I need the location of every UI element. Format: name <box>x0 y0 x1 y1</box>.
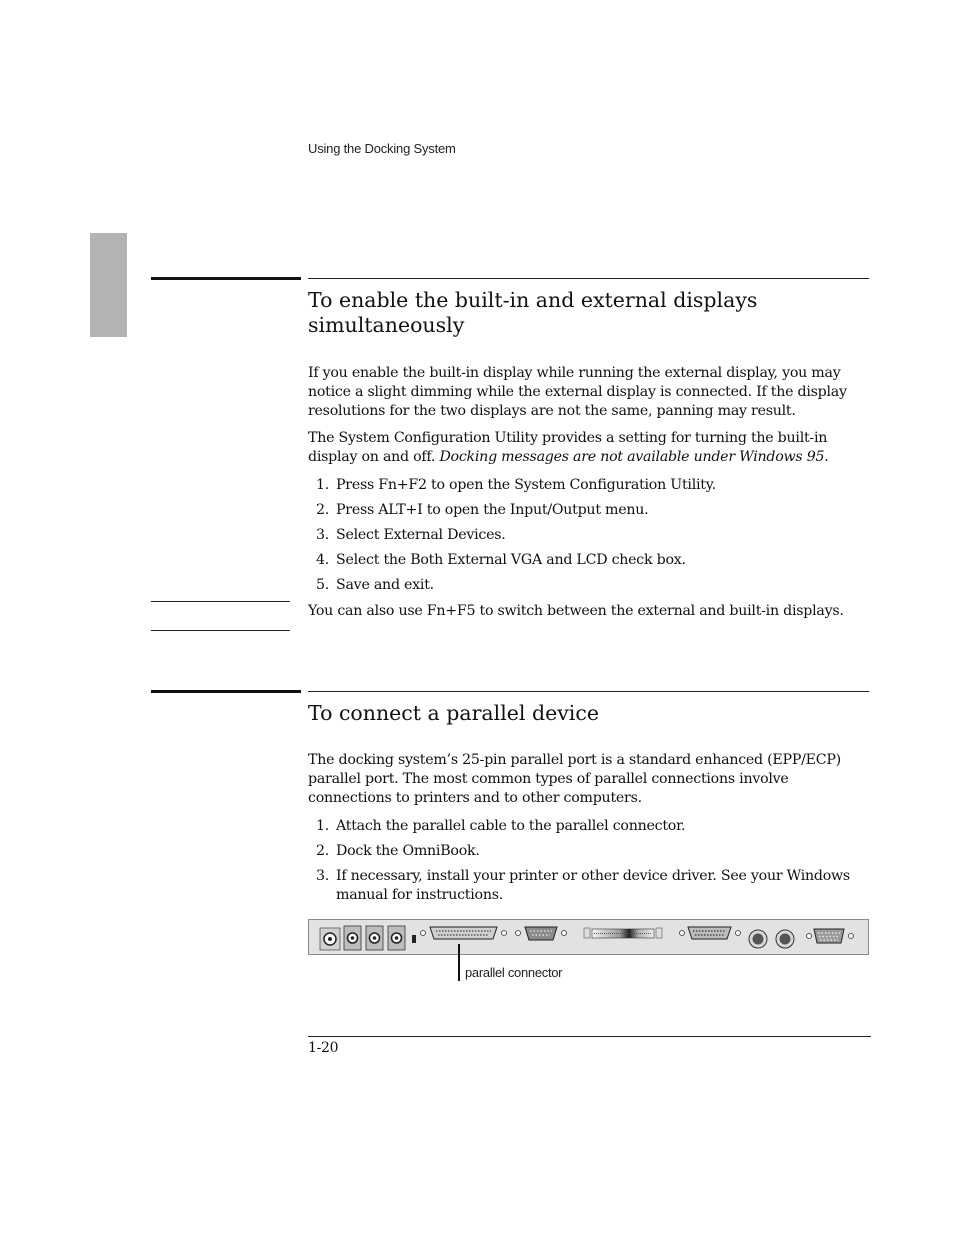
section-rule-left <box>151 690 301 693</box>
list-item: 3. Select External Devices. <box>316 526 506 543</box>
windows95-note: Docking messages are not available under Windows 95 <box>439 448 825 465</box>
external-port-icon <box>680 927 741 939</box>
list-item: 5. Save and exit. <box>316 576 434 593</box>
list-item: 1. Press Fn+F2 to open the System Configuration Utility. <box>316 477 716 493</box>
note-rule-top <box>151 601 290 602</box>
chapter-tab-marker <box>90 233 127 337</box>
callout-leader-line <box>458 944 460 981</box>
docking-rear-panel-illustration <box>308 919 869 955</box>
list-item: 1. Attach the parallel cable to the parallel connector. <box>316 818 686 834</box>
list-item: 3. If necessary, install your printer or other device driver. See your Windows manual for instructions. <box>316 867 850 903</box>
section-rule-left <box>151 277 301 280</box>
title-line-2: simultaneously <box>308 313 465 337</box>
note-rule-bottom <box>151 630 290 631</box>
list-item: 4. Select the Both External VGA and LCD check box. <box>316 551 686 568</box>
parallel-port-icon <box>421 927 507 939</box>
ps2-ports-icon <box>749 930 794 948</box>
power-jack-icon <box>320 928 340 950</box>
displays-note: You can also use Fn+F5 to switch between the external and built-in displays. <box>308 603 844 619</box>
list-item: 2. Dock the OmniBook. <box>316 842 480 859</box>
title-line-1: To enable the built-in and external displays <box>308 288 758 312</box>
audio-jacks-icon <box>344 926 405 950</box>
section-title-displays <box>308 288 868 338</box>
running-head: Using the Docking System <box>308 141 456 156</box>
page-number: 1-20 <box>308 1040 339 1056</box>
rear-panel-drawing <box>309 920 868 954</box>
utility-text: The System Configuration Utility provides a setting for turning the built-in display on and off. <box>308 430 828 465</box>
section-title-parallel: To connect a parallel device <box>308 701 599 725</box>
switch-icon <box>412 935 416 943</box>
list-item: 2. Press ALT+I to open the Input/Output menu. <box>316 501 649 518</box>
parallel-connector-label: parallel connector <box>465 965 563 980</box>
parallel-intro-paragraph: The docking system’s 25-pin parallel port is a standard enhanced (EPP/ECP) parallel port. The most common types of parallel connections involve connections to printers and to other computers. <box>308 752 841 806</box>
displays-intro-paragraph: If you enable the built-in display while running the external display, you may notice a slight dimming while the external display is connected. If the display resolutions for the two displays are not the same, panning may result. <box>308 365 847 419</box>
section-rule-right <box>308 278 869 279</box>
parallel-steps-list <box>308 817 870 911</box>
utility-text-end: . <box>824 448 829 465</box>
displays-steps-list <box>308 476 870 601</box>
scsi-port-icon <box>584 928 662 938</box>
footer-rule <box>308 1036 871 1037</box>
serial-port-icon <box>516 927 567 940</box>
displays-utility-paragraph <box>308 429 870 467</box>
vga-port-icon <box>807 929 854 943</box>
section-rule-right <box>308 691 869 692</box>
